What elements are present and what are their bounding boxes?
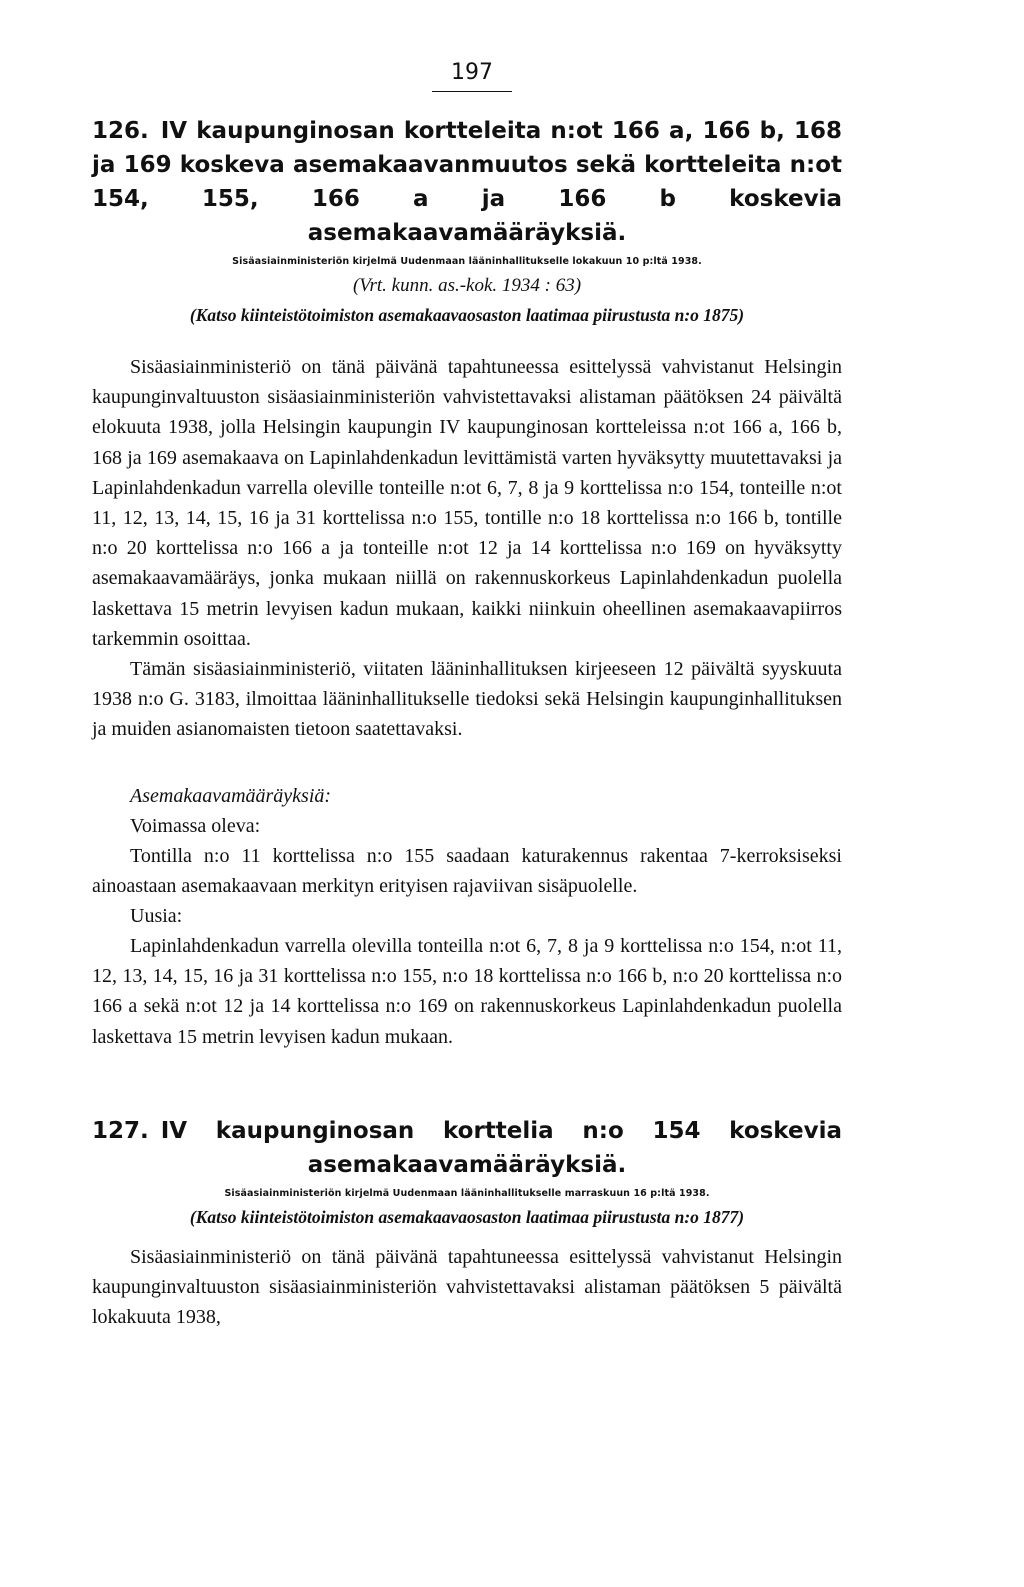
voimassa-text: Tontilla n:o 11 korttelissa n:o 155 saadaan katurakennus rakentaa 7-kerroksiseksi ainoastaan asemakaavaan merkityn erityisen rajaviivan sisäpuolelle. — [92, 844, 842, 897]
section-127-paragraph-1: Sisäasiainministeriö on tänä päivänä tapahtuneessa esittelyssä vahvistanut Helsingin kaupunginvaltuuston sisäasiainministeriön vahvistettavaksi alistaman päätöksen 5 päivältä lokakuuta 1938, — [92, 1245, 842, 1329]
uusia-label: Uusia: — [130, 905, 183, 928]
section-127-number: 127. — [92, 1117, 149, 1144]
section-divider-space — [92, 1052, 842, 1114]
section-127-meta: Sisäasiainministeriön kirjelmä Uudenmaan lääninhallitukselle marraskuun 16 p:ltä 1938. — [224, 1187, 710, 1199]
page-number: 197 — [432, 60, 512, 92]
section-126-title: IV kaupunginosan kortteleita n:ot 166 a, 166 b, 168 ja 169 koskeva asemakaavanmuutos sekä kortteleita n:ot 154, 155, 166 a ja 166 b koskevia asemakaavamääräyksiä. — [92, 118, 842, 246]
section-126-subheading: Asemakaavamääräyksiä: — [130, 784, 332, 807]
document-page — [92, 60, 842, 1332]
voimassa-label: Voimassa oleva: — [130, 814, 261, 837]
section-126-paragraph-2: Tämän sisäasiainministeriö, viitaten lääninhallituksen kirjeeseen 12 päivältä syyskuuta 1938 n:o G. 3183, ilmoittaa lääninhallitukselle tiedoksi sekä Helsingin kaupunginhallituksen ja muiden asianomaisten tietoon saatettavaksi. — [92, 658, 842, 741]
section-126-heading — [92, 114, 842, 250]
section-127-drawing-note: (Katso kiinteistötoimiston asemakaavaosaston laatimaa piirustusta n:o 1877) — [189, 1206, 745, 1227]
section-126-number: 126. — [92, 118, 149, 144]
section-126-reference: (Vrt. kunn. as.-kok. 1934 : 63) — [352, 275, 582, 296]
section-127-title: IV kaupunginosan korttelia n:o 154 koskevia asemakaavamääräyksiä. — [160, 1117, 842, 1178]
section-126-paragraph-1: Sisäasiainministeriö on tänä päivänä tapahtuneessa esittelyssä vahvistanut Helsingin kaupunginvaltuuston sisäasiainministeriön vahvistettavaksi alistaman päätöksen 24 päivältä elokuuta 1938, jolla Helsingin kaupungin IV kaupunginosan kortteleissa n:ot 166 a, 166 b, 168 ja 169 asemakaava on Lapinlahdenkadun levittämistä varten hyväksytty muutettavaksi ja Lapinlahdenkadun varrella oleville tonteille n:ot 6, 7, 8 ja 9 korttelissa n:o 154, tonteille n:ot 11, 12, 13, 14, 15, 16 ja 31 korttelissa n:o 155, tontille n:o 18 korttelissa n:o 166 b, tontille n:o 20 korttelissa n:o 166 a ja tonteille n:ot 12 ja 14 korttelissa n:o 169 on hyväksytty asemakaavamääräys, jonka mukaan niillä on rakennuskorkeus Lapinlahdenkadun puolella laskettava 15 metrin levyisen kadun mukaan, kaikki niinkuin oheellinen asemakaavapiirros tarkemmin osoittaa. — [92, 356, 842, 650]
section-126-drawing-note: (Katso kiinteistötoimiston asemakaavaosaston laatimaa piirustusta n:o 1875) — [189, 305, 745, 325]
uusia-text: Lapinlahdenkadun varrella olevilla tonteilla n:ot 6, 7, 8 ja 9 korttelissa n:o 154, n:ot 11, 12, 13, 14, 15, 16 ja 31 korttelissa n:o 155, n:o 18 korttelissa n:o 166 b, n:o 20 korttelissa n:o 166 a sekä n:ot 12 ja 14 korttelissa n:o 169 on rakennuskorkeus Lapinlahdenkadun puolella laskettava 15 metrin levyisen kadun mukaan. — [92, 935, 842, 1048]
section-127-heading — [92, 1114, 842, 1182]
section-126-meta: Sisäasiainministeriön kirjelmä Uudenmaan lääninhallitukselle lokakuun 10 p:ltä 1938. — [232, 256, 702, 267]
